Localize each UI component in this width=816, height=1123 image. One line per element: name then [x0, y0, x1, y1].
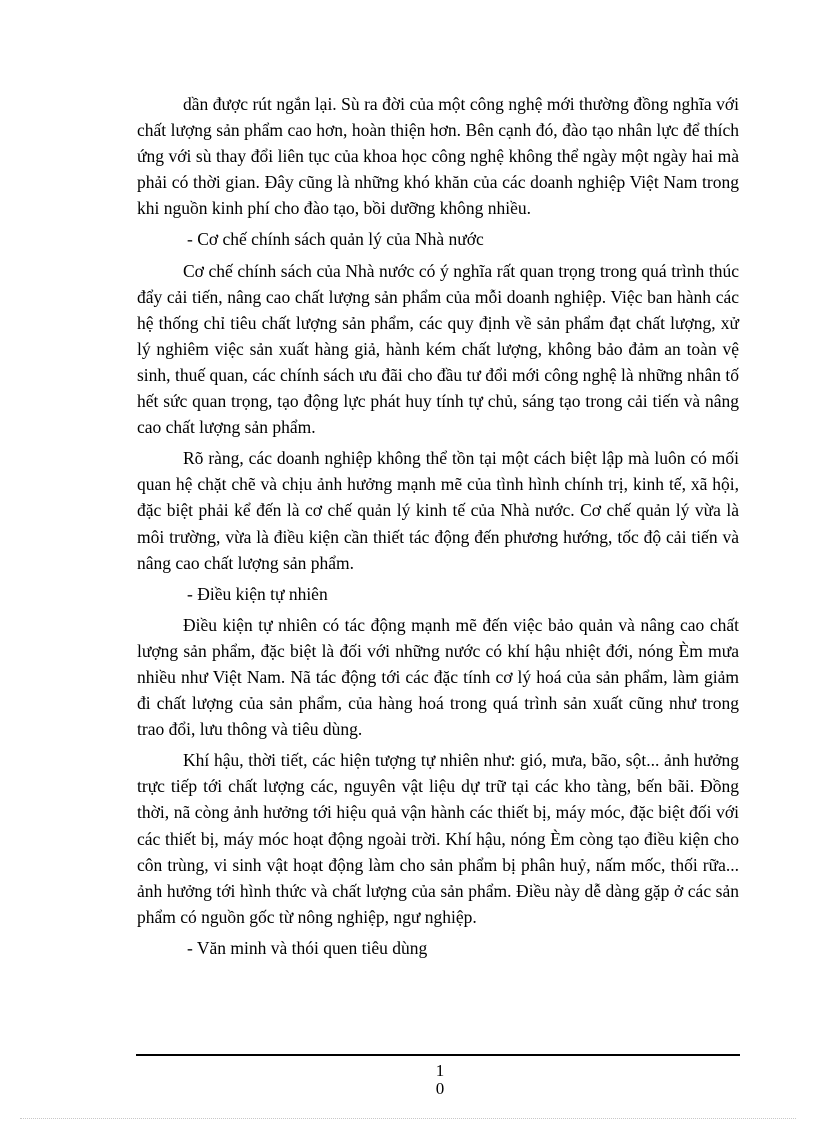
page-number	[420, 1062, 460, 1098]
paragraph-natural-conditions: Điều kiện tự nhiên có tác động mạnh mẽ đến việc bảo quản và nâng cao chất lượng sản phẩm, đặc biệt là đối với những nước có khí hậu nhiệt đới, nóng Èm mưa nhiều như Việt Nam. Nã tác động tới các đặc tính cơ lý hoá của sản phẩm, làm giảm đi chất lượng của sản phẩm, của hàng hoá trong quá trình sản xuất cũng như trong trao đổi, lưu thông và tiêu dùng.	[137, 614, 739, 740]
page-number-digit-1: 1	[435, 1061, 445, 1080]
paragraph-climate-weather: Khí hậu, thời tiết, các hiện tượng tự nhiên như: gió, mưa, bão, sột... ảnh hưởng trực tiếp tới chất lượng các, nguyên vật liệu dự trữ tại các kho tàng, bến bãi. Đồng thời, nã còng ảnh hưởng tới hiệu quả vận hành các thiết bị, máy móc, đặc biệt đối với các thiết bị, máy móc hoạt động ngoài trời. Khí hậu, nóng Èm còng tạo điều kiện cho côn trùng, vi sinh vật hoạt động làm cho sản phẩm bị phân huỷ, nấm mốc, thối rữa... ảnh hưởng tới hình thức và chất lượng của sản phẩm. Điều này dễ dàng gặp ở các sản phẩm có nguồn gốc từ nông nghiệp, ngư nghiệp.	[137, 750, 739, 927]
paragraph-technology-training: dần được rút ngắn lại. Sù ra đời của một công nghệ mới thường đồng nghĩa với chất lượng sản phẩm cao hơn, hoàn thiện hơn. Bên cạnh đó, đào tạo nhân lực để thích ứng với sù thay đổi liên tục của khoa học công nghệ không thể ngày một ngày hai mà phải có thời gian. Đây cũng là những khó khăn của các doanh nghiệp Việt Nam trong khi nguồn kinh phí cho đào tạo, bồi dưỡng không nhiều.	[137, 94, 739, 219]
document-body	[137, 91, 739, 961]
heading-natural-conditions: - Điều kiện tự nhiên	[187, 583, 328, 604]
heading-consumption-habits: - Văn minh và thói quen tiêu dùng	[187, 937, 428, 958]
heading-state-policy: - Cơ chế chính sách quản lý của Nhà nước	[187, 229, 484, 250]
page-number-digit-2: 0	[435, 1079, 445, 1098]
paragraph-state-policy: Cơ chế chính sách của Nhà nước có ý nghĩa rất quan trọng trong quá trình thúc đẩy cải tiến, nâng cao chất lượng sản phẩm của mỗi doanh nghiệp. Việc ban hành các hệ thống chỉ tiêu chất lượng sản phẩm, các quy định về sản phẩm đạt chất lượng, xử lý nghiêm việc sản xuất hàng giả, hành kém chất lượng, không bảo đảm an toàn vệ sinh, thuế quan, các chính sách ưu đãi cho đầu tư đổi mới công nghệ là những nhân tố hết sức quan trọng, tạo động lực phát huy tính tự chủ, sáng tạo trong cải tiến và nâng cao chất lượng sản phẩm.	[137, 260, 739, 438]
paragraph-management-mechanism: Rõ ràng, các doanh nghiệp không thể tồn tại một cách biệt lập mà luôn có mối quan hệ chặt chẽ và chịu ảnh hưởng mạnh mẽ của tình hình chính trị, kinh tế, xã hội, đặc biệt phải kể đến là cơ chế quản lý kinh tế của Nhà nước. Cơ chế quản lý vừa là môi trường, vừa là điều kiện cần thiết tác động đến phương hướng, tốc độ cải tiến và nâng cao chất lượng sản phẩm.	[137, 448, 739, 573]
footer-divider	[136, 1054, 740, 1056]
page-bottom-edge	[20, 1118, 796, 1119]
